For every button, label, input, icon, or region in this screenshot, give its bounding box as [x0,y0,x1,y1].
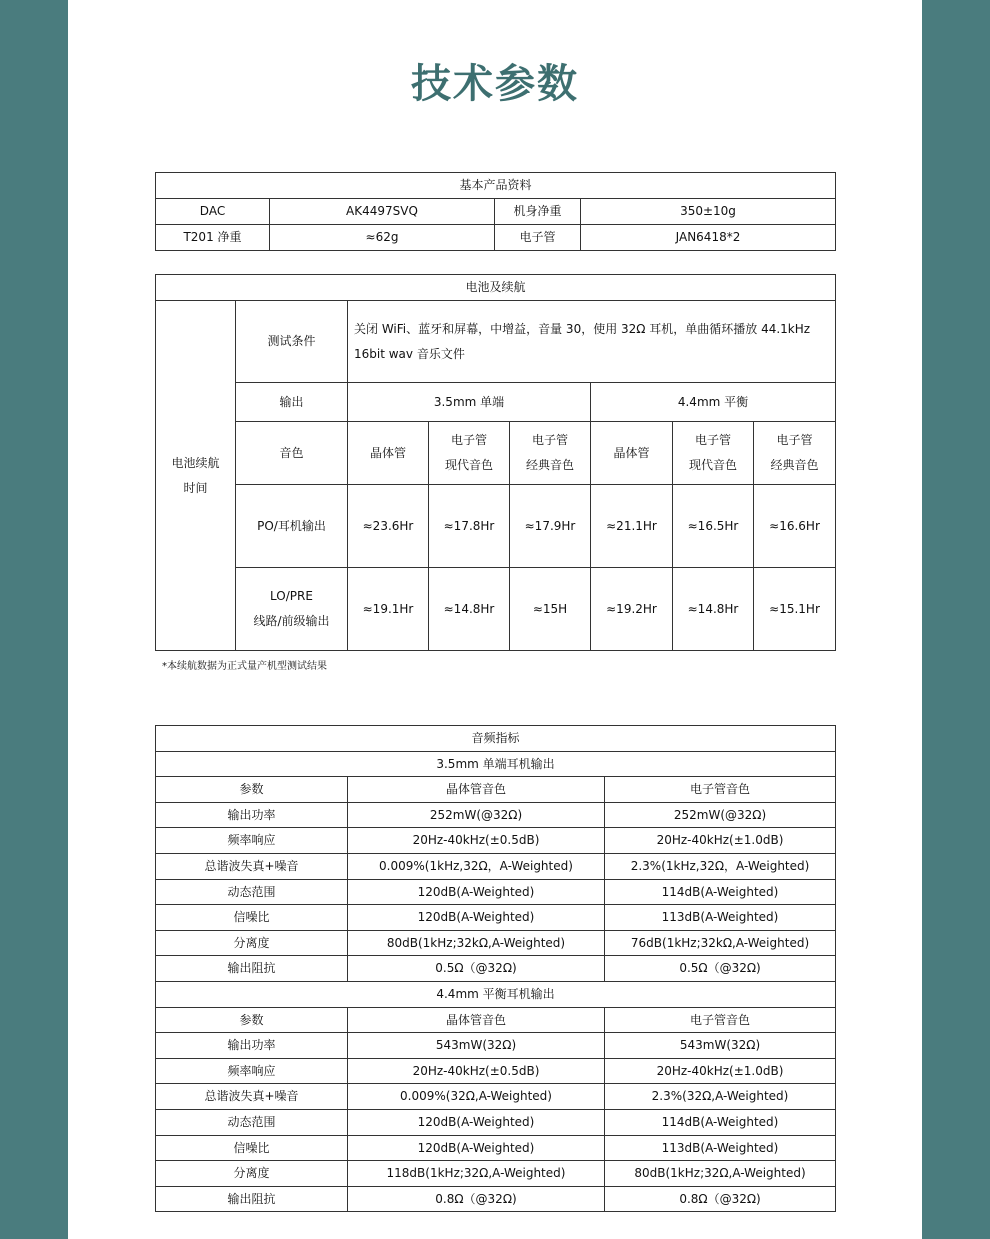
lo-label-line: LO/PRE [270,589,313,603]
output-se: 3.5mm 单端 [348,383,591,422]
param-name: 总谐波失真+噪音 [156,853,348,879]
column-header: 晶体管音色 [348,1007,605,1033]
param-name: 输出阻抗 [156,1186,348,1212]
tone-cell [673,422,754,485]
po-value: ≈21.1Hr [591,485,673,568]
tone-line: 电子管 [450,433,487,447]
battery-side-label [156,301,236,651]
param-value: 20Hz-40kHz(±1.0dB) [605,1058,836,1084]
table-row [156,930,836,956]
po-value: ≈17.8Hr [429,485,510,568]
tone-label: 音色 [236,422,348,485]
table-row [156,905,836,931]
param-value: 0.5Ω（@32Ω) [605,956,836,982]
basic-cell: AK4497SVQ [270,199,495,225]
table-row [156,1084,836,1110]
tone-line: 电子管 [776,433,813,447]
param-value: 118dB(1kHz;32Ω,A-Weighted) [348,1161,605,1187]
param-value: 113dB(A-Weighted) [605,905,836,931]
table-row [156,1135,836,1161]
param-value: 252mW(@32Ω) [348,802,605,828]
tone-line: 经典音色 [770,458,819,472]
table-row [156,1186,836,1212]
param-value: 120dB(A-Weighted) [348,1109,605,1135]
output-bal: 4.4mm 平衡 [591,383,836,422]
param-name: 分离度 [156,930,348,956]
output-label: 输出 [236,383,348,422]
table-header-row [156,777,836,803]
column-header: 电子管音色 [605,1007,836,1033]
param-name: 输出功率 [156,802,348,828]
tone-cell [429,422,510,485]
param-value: 120dB(A-Weighted) [348,905,605,931]
param-value: 2.3%(1kHz,32Ω，A-Weighted) [605,853,836,879]
table-row [156,225,836,251]
tone-line: 电子管 [531,433,568,447]
lo-value: ≈14.8Hr [429,568,510,651]
param-value: 2.3%(32Ω,A-Weighted) [605,1084,836,1110]
lo-value: ≈14.8Hr [673,568,754,651]
param-name: 动态范围 [156,879,348,905]
table-row [156,1161,836,1187]
spec-page [68,0,922,1239]
param-name: 信噪比 [156,1135,348,1161]
table-row [156,802,836,828]
lo-value: ≈15.1Hr [754,568,836,651]
param-value: 0.5Ω（@32Ω) [348,956,605,982]
table-row [156,879,836,905]
lo-label-line: 线路/前级输出 [253,614,330,628]
po-label: PO/耳机输出 [236,485,348,568]
tone-line: 晶体管 [613,445,650,460]
lo-label [236,568,348,651]
tone-cell [510,422,591,485]
param-value: 0.009%(1kHz,32Ω，A-Weighted) [348,853,605,879]
param-name: 分离度 [156,1161,348,1187]
basic-cell: DAC [156,199,270,225]
param-name: 频率响应 [156,828,348,854]
table-header-row [156,1007,836,1033]
column-header: 晶体管音色 [348,777,605,803]
table-row [156,853,836,879]
param-value: 114dB(A-Weighted) [605,1109,836,1135]
tone-line: 晶体管 [369,445,406,460]
tone-cell [591,422,673,485]
table-row [156,1033,836,1059]
po-value: ≈16.6Hr [754,485,836,568]
audio-section-title: 3.5mm 单端耳机输出 [156,751,836,777]
param-value: 113dB(A-Weighted) [605,1135,836,1161]
param-value: 80dB(1kHz;32Ω,A-Weighted) [605,1161,836,1187]
param-value: 120dB(A-Weighted) [348,1135,605,1161]
param-value: 0.8Ω（@32Ω) [348,1186,605,1212]
basic-cell: JAN6418*2 [581,225,836,251]
param-name: 信噪比 [156,905,348,931]
basic-cell: 机身净重 [495,199,581,225]
param-value: 20Hz-40kHz(±0.5dB) [348,828,605,854]
table-row [156,1109,836,1135]
audio-section-title: 4.4mm 平衡耳机输出 [156,981,836,1007]
param-value: 0.8Ω（@32Ω) [605,1186,836,1212]
table-row [156,199,836,225]
basic-cell: 350±10g [581,199,836,225]
side-label-line: 电池续航 [171,455,220,470]
tone-line: 经典音色 [525,458,574,472]
param-value: 543mW(32Ω) [605,1033,836,1059]
tone-line: 现代音色 [444,458,493,472]
param-value: 252mW(@32Ω) [605,802,836,828]
side-label-line: 时间 [183,480,208,495]
table-row [156,828,836,854]
param-name: 输出阻抗 [156,956,348,982]
param-value: 0.009%(32Ω,A-Weighted) [348,1084,605,1110]
po-value: ≈23.6Hr [348,485,429,568]
column-header: 电子管音色 [605,777,836,803]
table-row [156,1058,836,1084]
param-value: 80dB(1kHz;32kΩ,A-Weighted) [348,930,605,956]
column-header: 参数 [156,1007,348,1033]
tone-cell [348,422,429,485]
basic-cell: T201 净重 [156,225,270,251]
tone-line: 现代音色 [688,458,737,472]
audio-header: 音频指标 [156,726,836,752]
battery-header: 电池及续航 [156,275,836,301]
param-name: 频率响应 [156,1058,348,1084]
battery-note: *本续航数据为正式量产机型测试结果 [162,661,327,672]
param-name: 输出功率 [156,1033,348,1059]
param-value: 20Hz-40kHz(±0.5dB) [348,1058,605,1084]
param-value: 120dB(A-Weighted) [348,879,605,905]
cond-label: 测试条件 [236,301,348,383]
basic-cell: 电子管 [495,225,581,251]
param-value: 543mW(32Ω) [348,1033,605,1059]
basic-info-table [155,172,836,251]
basic-info-header: 基本产品资料 [156,173,836,199]
param-value: 76dB(1kHz;32kΩ,A-Weighted) [605,930,836,956]
lo-value: ≈19.1Hr [348,568,429,651]
lo-value: ≈15H [510,568,591,651]
lo-value: ≈19.2Hr [591,568,673,651]
battery-table [155,274,836,651]
tone-cell [754,422,836,485]
po-value: ≈17.9Hr [510,485,591,568]
param-name: 总谐波失真+噪音 [156,1084,348,1110]
param-value: 114dB(A-Weighted) [605,879,836,905]
column-header: 参数 [156,777,348,803]
cond-text: 关闭 WiFi、蓝牙和屏幕，中增益，音量 30，使用 32Ω 耳机，单曲循环播放 44.1kHz 16bit wav 音乐文件 [348,301,836,383]
table-row [156,956,836,982]
param-name: 动态范围 [156,1109,348,1135]
tone-line: 电子管 [694,433,731,447]
audio-spec-table [155,725,836,1212]
param-value: 20Hz-40kHz(±1.0dB) [605,828,836,854]
basic-cell: ≈62g [270,225,495,251]
po-value: ≈16.5Hr [673,485,754,568]
page-title: 技术参数 [411,61,579,107]
